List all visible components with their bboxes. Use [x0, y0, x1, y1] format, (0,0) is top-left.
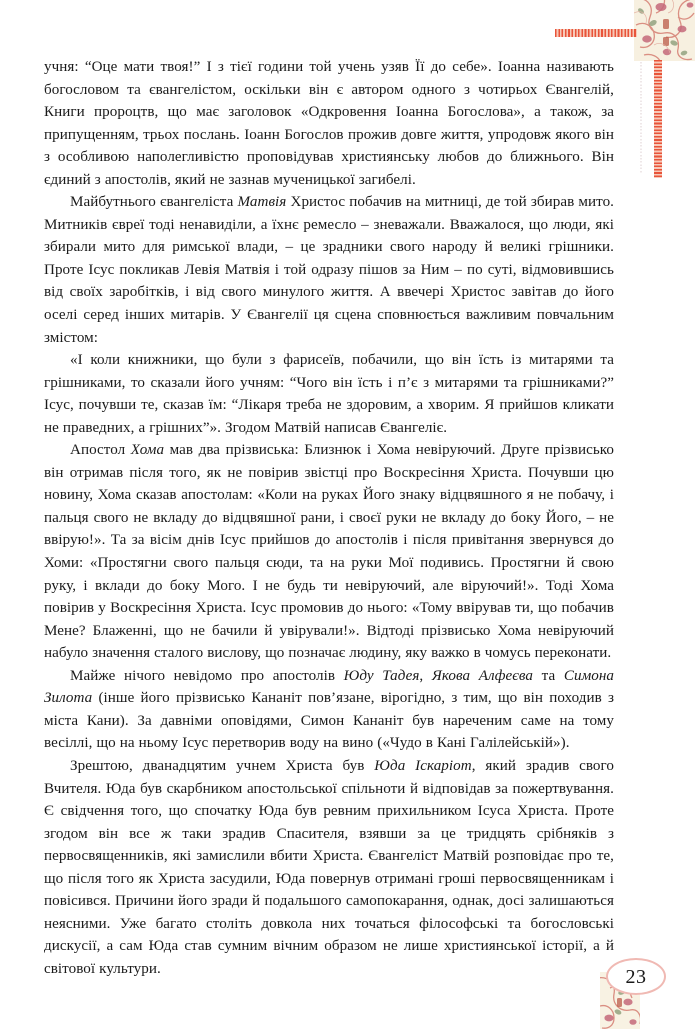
- italic-name: Юду Тадея: [343, 667, 420, 684]
- italic-name: Хома: [130, 442, 165, 459]
- top-faint-rule-vertical: [640, 62, 642, 174]
- para-judas-iscariot: Зрештою, дванадцятим учнем Христа був Юда Іскаріот, який зрадив свого Вчителя. Юда був скарбником апостольської спільноти й відповідав за пожертвування. Є свідчення того, що спочатку Юда був ревним прихильником Ісуса Христа. Проте згодом він все ж таки зрадив Спасителя, взявши за це тридцять срібняків з первосвященників, які замислили вбити Христа. Євангеліст Матвій розповідає про те, що після того як Христа засудили, Юда повернув отримані гроші первосвященникам і повісився. Причини його зради й подальшого самопокарання, однак, досі залишаються неясними. Уже багато століть довкола них точаться філософські та богословські дискусії, а сам Юда став сумним вічним образом не лише християнської історії, а й світової культури.: [44, 757, 614, 977]
- page-text-body: [44, 56, 614, 980]
- page-number: 23: [625, 965, 647, 988]
- para-john-evangelist: учня: “Оце мати твоя!” І з тієї години той учень узяв Її до себе». Іоанна називають богословом та євангелістом, оскільки він є автором одного з чотирьох Євангелій, Книги пророцтв, що має заголовок «Одкровення Іоанна Богослова», а також, за припущенням, трьох послань. Іоанн Богослов прожив довге життя, упродовж якого він з особливою наполегливістю проповідував християнську любов до ближнього. Він єдиний з апостолів, який не зазнав мученицької загибелі.: [44, 59, 614, 188]
- italic-name: Матвія: [237, 194, 287, 211]
- page-number-badge: [606, 958, 666, 995]
- top-right-floral-ornament: [634, 0, 695, 61]
- para-matthew-quote: «І коли книжники, що були з фарисеїв, побачили, що він їсть із митарями та грішниками, то сказали його учням: “Чого він їсть і п’є з митарями та грішниками?” Ісус, почувши те, сказав їм: “Лікаря треба не здоровим, а хворим. Я прийшов кликати не праведних, а грішних”». Згодом Матвій написав Євангеліє.: [44, 352, 614, 436]
- para-jude-james-simon: Майже нічого невідомо про апостолів Юду Тадея, Якова Алфеєва та Симона Зилота (інше його прізвисько Кананіт пов’язане, вірогідно, з тим, що він походив з міста Кани). За давніми оповідями, Симон Кананіт був нареченим саме на тому весіллі, що на ньому Ісус перетворив воду на вино («Чудо в Кані Галілейській»).: [44, 667, 614, 752]
- italic-name: Юда Іскаріот: [374, 757, 472, 774]
- para-thomas: Апостол Хома мав два прізвиська: Близнюк і Хома невіруючий. Друге прізвисько він отримав після того, як не повірив звістці про Воскресіння Христа. Почувши цю новину, Хома сказав апостолам: «Коли на руках Його знаку відцвяшного я не побачу, і пальця свого не вкладу до відцвяшної рани, і своєї руки не вкладу до боку Його, – не ввірую!». Та за вісім днів Ісус прийшов до апостолів і після привітання звернувся до Хоми: «Простягни свого пальця сюди, та на руки Мої подивись. Простягни й свою руку, і вклади до боку Мого. І не будь ти невіруючий, але віруючий!». Тоді Хома повірив у Воскресіння Христа. Ісус промовив до нього: «Тому ввірував ти, що побачив Мене? Блаженні, що не бачили й увірували!». Відтоді прізвисько Хома невіруючий набуло значення сталого вислову, що позначає людину, яку важко в чомусь переконати.: [44, 442, 614, 662]
- italic-name: Симона Зилота: [44, 667, 614, 707]
- top-hatched-rule-horizontal: [555, 29, 637, 37]
- italic-name: Якова Алфеєва: [431, 667, 534, 684]
- para-matthew: Майбутнього євангеліста Матвія Христос побачив на митниці, де той збирав мито. Митників євреї тоді ненавиділи, а їхнє ремесло – зневажали. Вважалося, що люди, які збирали мито для римської влади, – це зрадники свого народу й великі грішники. Проте Ісус покликав Левія Матвія і той одразу пішов за Ним – по суті, відмовившись від своїх заробітків, і від свого минулого життя. А ввечері Христос завітав до його оселі серед інших митарів. У Євангелії ця сцена сповнюється важливим повчальним змістом:: [44, 194, 614, 346]
- top-hatched-rule-vertical: [654, 60, 662, 178]
